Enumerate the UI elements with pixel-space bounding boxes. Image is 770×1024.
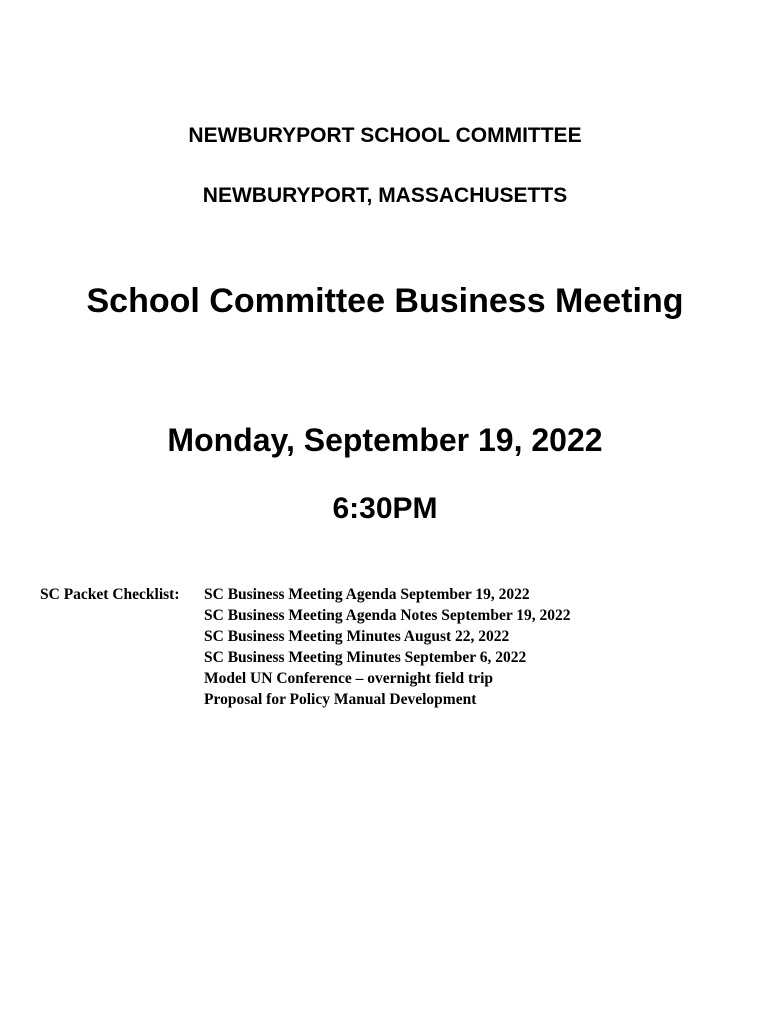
checklist-item: SC Business Meeting Minutes August 22, 2022: [204, 628, 510, 645]
meeting-title: School Committee Business Meeting: [86, 282, 684, 320]
checklist-item: SC Business Meeting Agenda September 19, 2022: [204, 586, 530, 603]
organization-name: NEWBURYPORT SCHOOL COMMITTEE: [188, 124, 582, 147]
checklist-item: SC Business Meeting Minutes September 6, 2022: [204, 649, 527, 666]
packet-checklist: [40, 584, 571, 710]
checklist-item: SC Business Meeting Agenda Notes September 19, 2022: [204, 607, 571, 624]
packet-checklist-items: [204, 584, 571, 710]
meeting-date: Monday, September 19, 2022: [167, 422, 603, 458]
meeting-time: 6:30PM: [332, 492, 438, 525]
organization-location: NEWBURYPORT, MASSACHUSETTS: [202, 184, 568, 207]
checklist-item: Model UN Conference – overnight field trip: [204, 670, 493, 687]
checklist-item: Proposal for Policy Manual Development: [204, 691, 477, 708]
packet-checklist-label: SC Packet Checklist:: [40, 586, 180, 603]
